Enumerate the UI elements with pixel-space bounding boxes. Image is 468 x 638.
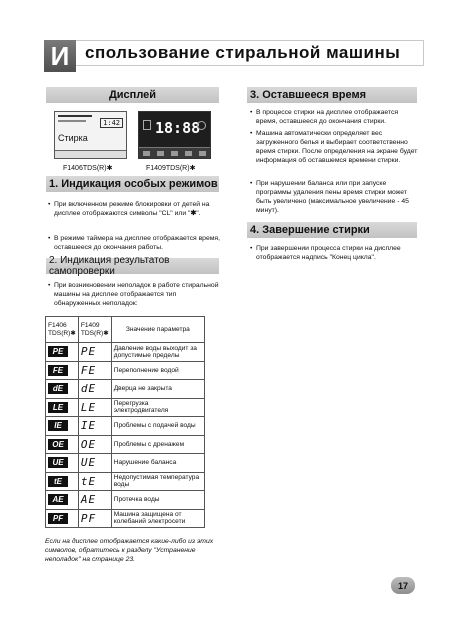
footnote: Если на дисплее отображается какие-либо из этих символов, обратитесь к разделу "Устранение неполадок" на странице 23. bbox=[45, 538, 214, 563]
error-code-badge: AE bbox=[48, 494, 68, 505]
error-code-lcd: IE bbox=[78, 417, 111, 436]
error-code-lcd: PE bbox=[78, 343, 111, 362]
section-2-bullet-1: • При возникновении неполадок в работе стиральной машины на дисплее отображается тип обнаруженных неполадок: bbox=[48, 282, 219, 307]
error-code-badge: dE bbox=[48, 383, 68, 394]
display-heading: Дисплей bbox=[46, 87, 219, 103]
table-row bbox=[46, 343, 205, 362]
error-code-badge: IE bbox=[48, 420, 68, 431]
caption-f1406: F1406TDS(R)✱ bbox=[63, 165, 113, 172]
section-3-bullet-1: • В процессе стирки на дисплее отображается время, оставшееся до окончания стирки. bbox=[250, 109, 399, 125]
section-2-heading: 2. Индикация результатов самопроверки bbox=[46, 258, 219, 274]
error-code-badge: FE bbox=[48, 365, 68, 376]
display-panel-f1409 bbox=[138, 111, 211, 159]
error-code-lcd: LE bbox=[78, 398, 111, 417]
error-code-lcd: tE bbox=[78, 472, 111, 491]
section-3-bullet-3: • При нарушении баланса или при запуске программы удаления пены время стирки может быть увеличено (максимальное увеличение - 45 минут). bbox=[250, 180, 409, 214]
error-code-lcd: PF bbox=[78, 509, 111, 528]
error-code-badge: LE bbox=[48, 402, 68, 413]
section-3-heading: 3. Оставшееся время bbox=[247, 87, 417, 103]
error-code-meaning: Нарушение баланса bbox=[111, 454, 204, 473]
error-code-table bbox=[45, 316, 205, 528]
display-word: Стирка bbox=[58, 133, 88, 143]
page-number: 17 bbox=[391, 577, 415, 594]
error-code-badge: OE bbox=[48, 439, 68, 450]
error-code-badge: PE bbox=[48, 346, 68, 357]
error-code-meaning: Переполнение водой bbox=[111, 361, 204, 380]
error-code-meaning: Недопустимая температура воды bbox=[111, 472, 204, 491]
error-code-meaning: Дверца не закрыта bbox=[111, 380, 204, 399]
display-time-right: 18:88 bbox=[155, 119, 201, 137]
error-code-lcd: FE bbox=[78, 361, 111, 380]
error-code-lcd: OE bbox=[78, 435, 111, 454]
section-1-heading: 1. Индикация особых режимов bbox=[46, 176, 219, 192]
table-row bbox=[46, 398, 205, 417]
error-code-meaning: Проблемы с дренажем bbox=[111, 435, 204, 454]
section-1-bullet-2: • В режиме таймера на дисплее отображается время, оставшееся до окончания работы. bbox=[48, 235, 220, 251]
table-row bbox=[46, 509, 205, 528]
error-code-lcd: AE bbox=[78, 491, 111, 510]
error-code-badge: UE bbox=[48, 457, 68, 468]
error-code-meaning: Машина защищена от колебаний электросети bbox=[111, 509, 204, 528]
error-code-meaning: Давление воды выходит за допустимые пределы bbox=[111, 343, 204, 362]
display-panel-f1406 bbox=[54, 111, 127, 159]
error-code-meaning: Перегрузка электродвигателя bbox=[111, 398, 204, 417]
section-1-bullet-1: • При включенном режиме блокировки от детей на дисплее отображаются символы "CL" или "✱". bbox=[48, 201, 210, 217]
table-row bbox=[46, 435, 205, 454]
error-code-meaning: Проблемы с подачей воды bbox=[111, 417, 204, 436]
title-initial: И bbox=[44, 40, 76, 72]
table-row bbox=[46, 491, 205, 510]
section-4-bullet-1: • При завершении процесса стирки на дисплее отображается надпись "Конец цикла". bbox=[250, 245, 401, 261]
section-3-bullet-2: • Машина автоматически определяет вес загруженного белья и выбирает соответственно время стирки. После определения на экране будет информация об оставшемся времени стирки. bbox=[250, 130, 418, 164]
caption-f1409: F1409TDS(R)✱ bbox=[146, 165, 196, 172]
table-row bbox=[46, 417, 205, 436]
error-code-lcd: dE bbox=[78, 380, 111, 399]
error-code-badge: tE bbox=[48, 476, 68, 487]
col-header-f1406: F1406 TDS(R)✱ bbox=[46, 317, 79, 343]
page-title bbox=[44, 40, 424, 71]
col-header-meaning: Значение параметра bbox=[111, 317, 204, 343]
error-code-badge: PF bbox=[48, 513, 68, 524]
error-code-lcd: UE bbox=[78, 454, 111, 473]
display-time-left: 1:42 bbox=[100, 118, 123, 128]
table-row bbox=[46, 361, 205, 380]
col-header-f1409: F1409 TDS(R)✱ bbox=[78, 317, 111, 343]
child-lock-icon: ✱ bbox=[190, 210, 197, 217]
title-text: спользование стиральной машины bbox=[85, 43, 401, 62]
table-row bbox=[46, 472, 205, 491]
error-code-meaning: Протечка воды bbox=[111, 491, 204, 510]
table-row bbox=[46, 454, 205, 473]
table-row bbox=[46, 380, 205, 399]
section-4-heading: 4. Завершение стирки bbox=[247, 222, 417, 238]
